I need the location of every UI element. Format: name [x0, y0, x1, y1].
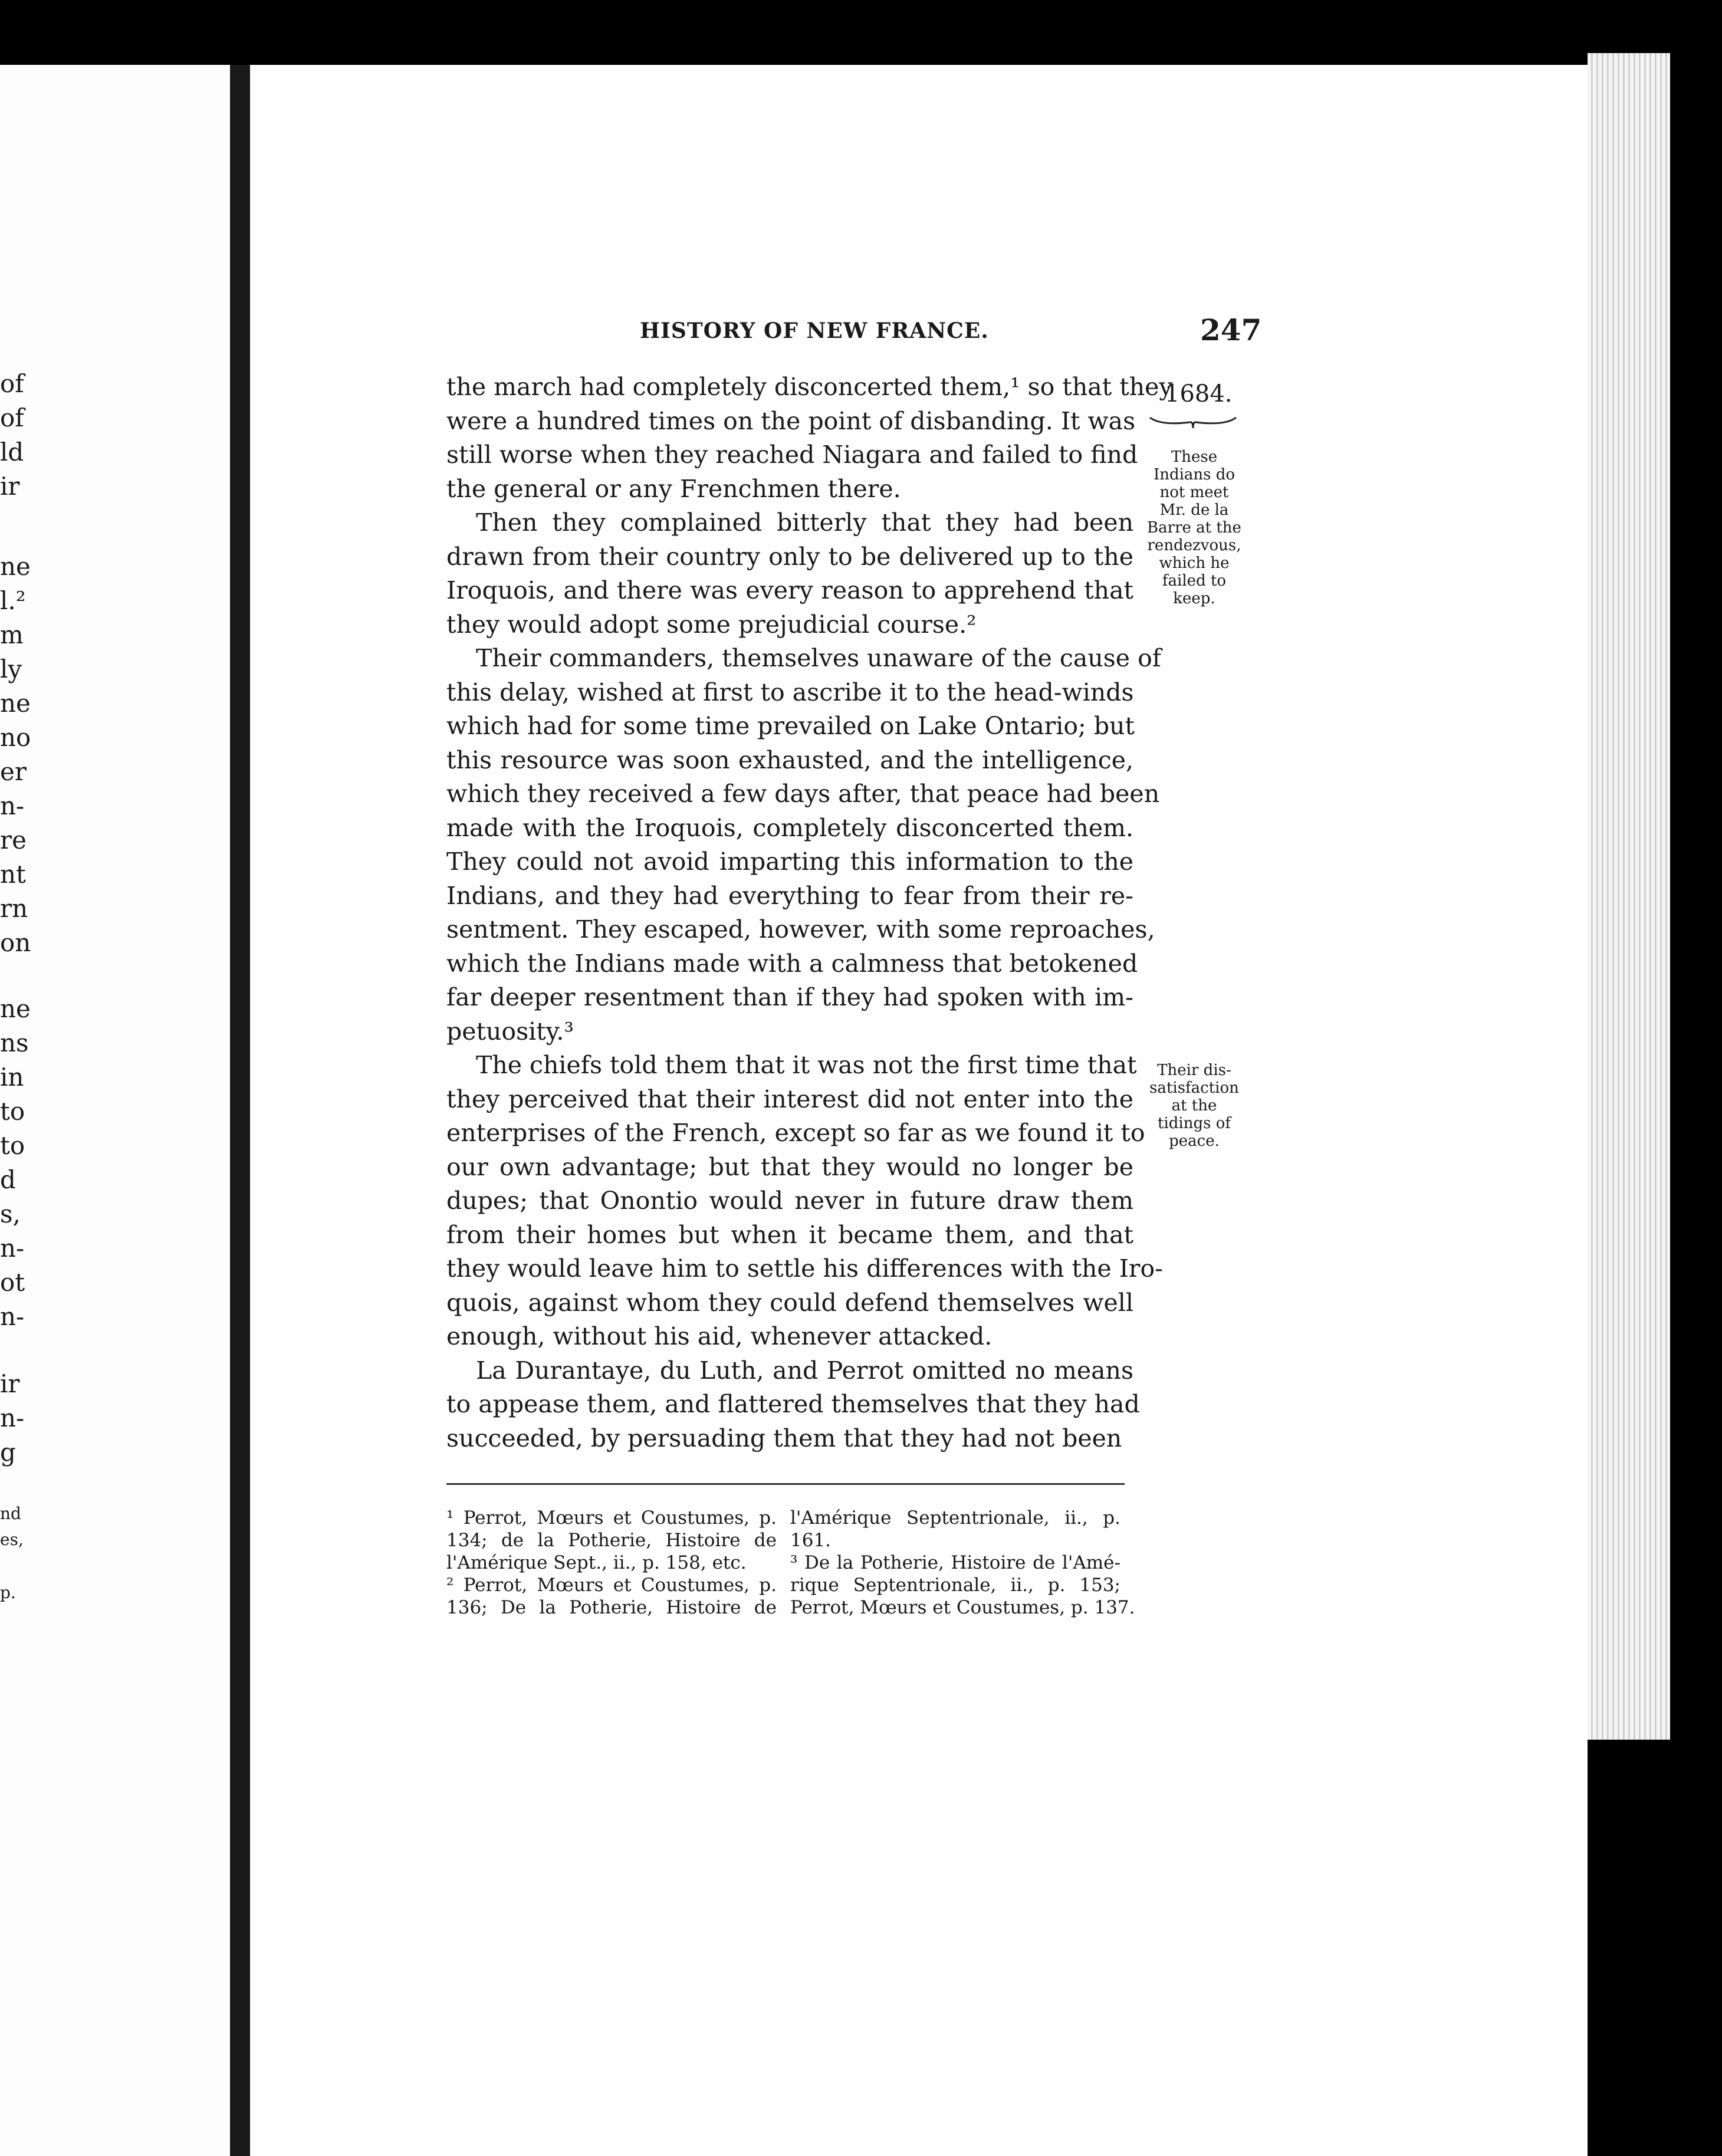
footnote-line: l'Amérique Septentrionale, ii., p. [790, 1507, 1120, 1529]
text-line: The chiefs told them that it was not the first time that [476, 1051, 1137, 1079]
facing-page-text-fragment: to [0, 1097, 25, 1126]
text-line: the march had completely disconcerted them,¹ so that they [446, 373, 1173, 401]
marginal-note-line: satisfaction [1149, 1079, 1239, 1097]
marginal-note-dissatisfaction [1141, 1061, 1247, 1150]
facing-page-text-fragment: ly [0, 655, 22, 683]
marginal-note-line: Their dis- [1157, 1061, 1231, 1079]
facing-page-text-fragment: in [0, 1063, 24, 1092]
facing-page-text-fragment: ne [0, 994, 31, 1023]
footnote-column-left [446, 1507, 777, 1619]
footnote-line: Perrot, Mœurs et Coustumes, p. 137. [790, 1597, 1135, 1618]
footnote-line: ² Perrot, Mœurs et Coustumes, p. [446, 1575, 777, 1596]
scanner-right-border [1588, 1740, 1647, 2156]
marginal-note-line: at the [1171, 1097, 1217, 1115]
footnote-line: 161. [790, 1530, 832, 1551]
marginal-note-line: Indians do [1153, 466, 1235, 484]
footnote-rule [446, 1483, 1125, 1485]
facing-page-text-fragment: n- [0, 1404, 25, 1432]
text-line: They could not avoid imparting this information to the [446, 847, 1133, 876]
text-line: dupes; that Onontio would never in future draw them [446, 1187, 1133, 1215]
marginal-note-line: peace. [1169, 1132, 1220, 1150]
facing-page-text-fragment: ld [0, 438, 24, 466]
text-line: which had for some time prevailed on Lake Ontario; but [446, 712, 1135, 740]
page-number: 247 [1200, 313, 1262, 347]
text-line: petuosity.³ [446, 1017, 574, 1046]
text-line: enterprises of the French, except so far as we found it to [446, 1119, 1145, 1147]
facing-page-text-fragment: p. [0, 1583, 16, 1602]
text-line: the general or any Frenchmen there. [446, 474, 901, 503]
marginal-note-rendezvous [1141, 448, 1247, 607]
facing-page-text-fragment: er [0, 757, 27, 786]
body-text [446, 370, 1173, 1455]
margin-year: 1684. [1165, 380, 1233, 407]
facing-page-text-fragment: of [0, 369, 24, 398]
text-line: from their homes but when it became them, and that [446, 1220, 1133, 1249]
text-line: still worse when they reached Niagara and failed to find [446, 441, 1138, 469]
facing-page-text-fragment: ot [0, 1268, 25, 1297]
marginal-note-line: not meet [1159, 484, 1229, 501]
facing-page-text-fragment: g [0, 1438, 16, 1467]
facing-page-text-fragment: of [0, 403, 24, 432]
text-line: they would adopt some prejudicial course.² [446, 610, 977, 639]
text-line: they perceived that their interest did not enter into the [446, 1084, 1133, 1113]
marginal-note-line: These [1171, 448, 1218, 466]
text-line: Iroquois, and there was every reason to apprehend that [446, 576, 1133, 604]
marginal-note-line: tidings of [1158, 1115, 1231, 1132]
facing-page-text-fragment: no [0, 723, 31, 752]
marginal-note-line: Barre at the [1147, 519, 1241, 537]
text-line: quois, against whom they could defend themselves well [446, 1288, 1133, 1317]
text-line: far deeper resentment than if they had spoken with im- [446, 983, 1133, 1011]
facing-page-text-fragment: m [0, 620, 24, 649]
text-line: this resource was soon exhausted, and the intelligence, [446, 745, 1133, 774]
footnote-line: ³ De la Potherie, Histoire de l'Amé- [790, 1552, 1120, 1573]
text-line: which they received a few days after, that peace had been [446, 780, 1160, 808]
marginal-note-line: keep. [1173, 590, 1215, 607]
text-line: Then they complained bitterly that they had been [476, 508, 1133, 537]
facing-page-text-fragment: n- [0, 1234, 25, 1263]
text-line: our own advantage; but that they would no longer be [446, 1152, 1133, 1181]
facing-page-text-fragment: s, [0, 1199, 21, 1228]
facing-page-text-fragment: ir [0, 1369, 20, 1398]
marginal-note-line: which he [1159, 554, 1230, 572]
text-line: they would leave him to settle his differences with the Iro- [446, 1254, 1164, 1283]
text-line: succeeded, by persuading them that they had not been [446, 1424, 1122, 1452]
marginal-note-line: rendezvous, [1147, 537, 1241, 554]
running-head: HISTORY OF NEW FRANCE. [640, 318, 989, 343]
footnote-line: 134; de la Potherie, Histoire de [446, 1530, 777, 1551]
facing-page-text-fragment: re [0, 826, 27, 854]
facing-page-text-fragment: rn [0, 894, 28, 923]
facing-page-left [0, 65, 230, 2156]
text-line: La Durantaye, du Luth, and Perrot omitted no means [476, 1356, 1133, 1385]
footnote-line: ¹ Perrot, Mœurs et Coustumes, p. [446, 1507, 777, 1529]
text-line: which the Indians made with a calmness that betokened [446, 949, 1138, 978]
facing-page-text-fragment: n- [0, 1302, 25, 1331]
text-line: this delay, wished at first to ascribe it to the head-winds [446, 678, 1134, 706]
text-line: Indians, and they had everything to fear from their re- [446, 881, 1133, 910]
facing-page-text-fragment: es, [0, 1530, 24, 1549]
facing-page-text-fragment: to [0, 1131, 25, 1160]
text-line: enough, without his aid, whenever attacked. [446, 1322, 993, 1350]
footnote-line: l'Amérique Sept., ii., p. 158, etc. [446, 1552, 747, 1573]
footnote-line: 136; De la Potherie, Histoire de [446, 1597, 777, 1618]
text-line: made with the Iroquois, completely disconcerted them. [446, 813, 1133, 842]
text-line: were a hundred times on the point of disbanding. It was [446, 406, 1136, 435]
facing-page-text-fragment: d [0, 1165, 16, 1194]
scanner-top-border [0, 0, 1722, 65]
facing-page-text-fragment: ne [0, 689, 31, 718]
facing-page-text-fragment: nd [0, 1504, 21, 1523]
text-line: Their commanders, themselves unaware of the cause of [476, 644, 1161, 672]
text-line: to appease them, and flattered themselves that they had [446, 1390, 1140, 1418]
facing-page-text-fragment: l.² [0, 586, 26, 615]
marginal-note-line: failed to [1162, 572, 1227, 590]
text-line: sentment. They escaped, however, with some reproaches, [446, 915, 1155, 944]
brace-decoration [1149, 413, 1237, 430]
footnote-line: rique Septentrionale, ii., p. 153; [790, 1575, 1120, 1596]
facing-page-text-fragment: ns [0, 1028, 29, 1057]
book-gutter [230, 65, 250, 2156]
page-edges [1588, 53, 1670, 1740]
facing-page-text-fragment: ir [0, 472, 20, 501]
marginal-note-line: Mr. de la [1159, 501, 1229, 519]
facing-page-text-fragment: n- [0, 791, 25, 820]
footnote-column-right [790, 1507, 1135, 1619]
facing-page-text-fragment: on [0, 928, 31, 957]
facing-page-text-fragment: nt [0, 860, 26, 889]
text-line: drawn from their country only to be delivered up to the [446, 542, 1133, 571]
facing-page-text-fragment: ne [0, 552, 31, 581]
